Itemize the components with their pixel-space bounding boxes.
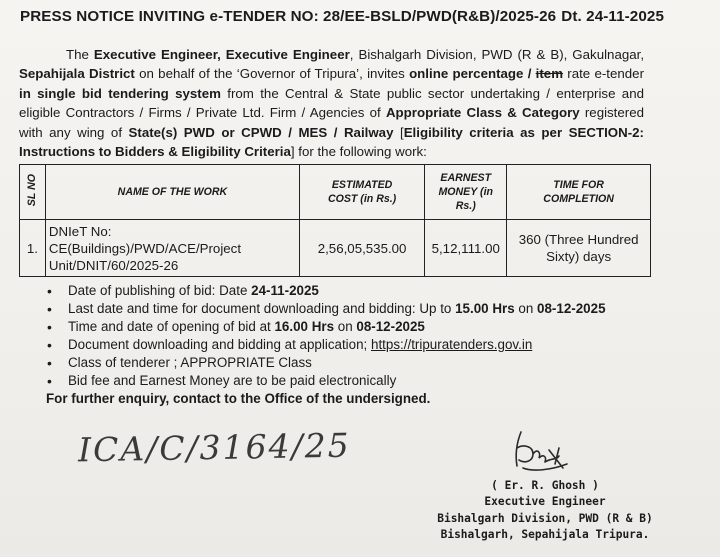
intro-text: rate e-tender xyxy=(563,66,644,82)
notice-title xyxy=(20,8,700,25)
table-header-row xyxy=(20,165,651,220)
intro-text: [ xyxy=(393,124,404,140)
intro-bold: online percentage / xyxy=(409,66,536,82)
enquiry-note: For further enquiry, contact to the Office of the undersigned. xyxy=(46,391,431,406)
intro-text: from the Central & State public sector undertaking / enterprise and eligible Contractors / Firms / Private Ltd. Firm / Agencies of xyxy=(19,85,644,121)
officer-division: Bishalgarh Division, PWD (R & B) xyxy=(437,511,653,525)
tender-number: PRESS NOTICE INVITING e-TENDER NO: 28/EE-BSLD/PWD(R&B)/2025-26 xyxy=(20,8,557,25)
cell-earnest-money: 5,12,111.00 xyxy=(425,220,507,277)
intro-bold: in single bid tendering system xyxy=(19,85,221,101)
signatory-block xyxy=(430,478,660,543)
intro-bold: Sepahijala District xyxy=(19,66,135,82)
intro-bold: State(s) PWD or CPWD / MES / Railway xyxy=(128,124,394,140)
intro-text: , Bishalgarh Division, PWD (R & B), Gakulnagar, xyxy=(349,47,645,62)
header-sl-no: SL NO xyxy=(20,165,46,220)
officer-name: ( Er. R. Ghosh ) xyxy=(491,479,599,492)
officer-designation: Executive Engineer xyxy=(484,495,606,509)
list-item-bid-fee: • Bid fee and Earnest Money are to be paid electronically xyxy=(47,372,606,390)
intro-text: on behalf of the ‘Governor of Tripura’, invites xyxy=(134,66,410,82)
intro-bold: Eligibility criteria as per SECTION-2: Instructions to Bidders & Eligibility Criteria xyxy=(19,124,644,160)
intro-text: The xyxy=(66,47,94,62)
list-item-opening-date: • Time and date of opening of bid at 16.00 Hrs on 08-12-2025 xyxy=(47,318,606,336)
officer-place: Bishalgarh, Sepahijala Tripura. xyxy=(440,527,650,541)
table-row xyxy=(20,220,651,277)
notice-date: Dt. 24-11-2025 xyxy=(561,8,664,25)
work-table xyxy=(19,164,651,277)
intro-text: ] for the following work: xyxy=(290,144,427,160)
intro-bold: Executive Engineer, Executive Engineer xyxy=(93,47,350,62)
intro-bold: Appropriate Class & Category xyxy=(385,105,580,121)
signature-icon xyxy=(503,428,593,478)
list-item-document-download: • Document downloading and bidding at application; https://tripuratenders.gov.in xyxy=(47,336,606,354)
header-name-of-work: NAME OF THE WORK xyxy=(45,165,299,220)
handwritten-reference: ICA/C/3164/25 xyxy=(77,425,352,470)
list-item-last-date: • Last date and time for document downloading and bidding: Up to 15.00 Hrs on 08-12-2025 xyxy=(47,300,606,318)
cell-name-of-work: DNIeT No: CE(Buildings)/PWD/ACE/Project Unit/DNIT/60/2025-26 xyxy=(45,220,299,277)
cell-sl-no: 1. xyxy=(20,220,46,277)
cell-estimated-cost: 2,56,05,535.00 xyxy=(299,220,424,277)
tender-portal-link[interactable]: https://tripuratenders.gov.in xyxy=(371,337,533,352)
header-estimated-cost: ESTIMATED COST (in Rs.) xyxy=(299,165,424,220)
intro-struck-text: item xyxy=(535,66,564,82)
list-item-class-of-tenderer: • Class of tenderer ; APPROPRIATE Class xyxy=(47,354,606,372)
cell-time-for-completion: 360 (Three Hundred Sixty) days xyxy=(507,220,651,277)
intro-paragraph xyxy=(19,45,644,161)
list-item-publish-date: • Date of publishing of bid: Date 24-11-2025 xyxy=(47,282,606,300)
tender-details-list xyxy=(47,282,606,390)
header-time-for-completion: TIME FOR COMPLETION xyxy=(507,165,651,220)
intro-text: registered with any wing of xyxy=(19,105,644,140)
header-earnest-money: EARNEST MONEY (in Rs.) xyxy=(425,165,507,220)
